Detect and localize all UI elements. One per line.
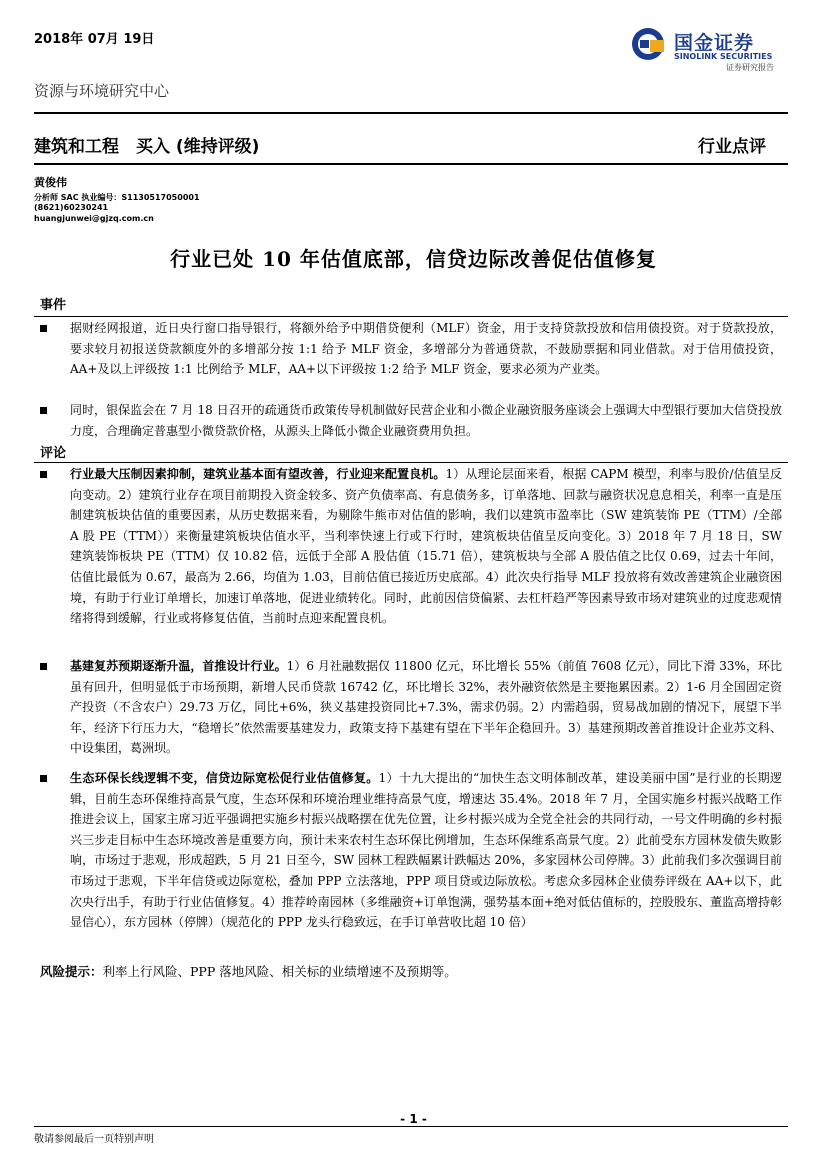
comment-body: 1）6 月社融数据仅 11800 亿元，环比增长 55%（前值 7608 亿元），同比下滑 33%，环比虽有回升，但明显低于市场预期，新增人民币贷款 16742 亿，环比增长 32%，表外融资依然是主要拖累因素。2）1-6 月全国固定资产投资（不含农户）29.73 万亿，同比+6%，狭义基建投资同比+7.3%，需求仍弱。2）内需趋弱，贸易战加剧的情况下，展望下半年，经济下行压力大，“稳增长”依然需要基建发力，政策支持下基建有望在下半年企稳回升。3）基建预期改善首推设计企业苏文科、中设集团，葛洲坝。: [70, 659, 783, 756]
analyst-phone: (8621)60230241: [34, 203, 109, 212]
sector-rating: 建筑和工程 买入 (维持评级): [34, 137, 260, 157]
event-paragraph: 据财经网报道，近日央行窗口指导银行，将额外给予中期借贷便利（MLF）资金，用于支持贷款投放和信用债投资。对于贷款投放，要求较月初报送贷款额度外的多增部分按 1:1 给予 MLF 资金，多增部分为普通贷款，不鼓励票据和同业借款。对于信用债投资，AA+及以上评级按 1:1 比例给予 MLF，AA+以下评级按 1:2 给予 MLF 资金，要求必须为产业类。: [70, 321, 782, 377]
report-date: 2018年 07月 19日: [34, 32, 155, 47]
footer-disclaimer: 敬请参阅最后一页特别声明: [34, 1134, 154, 1145]
title-divider: [34, 163, 788, 165]
bullet-icon: [40, 407, 47, 414]
logo-name-en: SINOLINK SECURITIES: [674, 52, 773, 61]
bullet-icon: [40, 471, 47, 478]
analyst-sac: 分析师 SAC 执业编号：S1130517050001: [34, 193, 200, 202]
risk-label: 风险提示：: [40, 964, 103, 979]
events-divider: [34, 316, 788, 317]
analyst-email[interactable]: huangjunwei@gjzq.com.cn: [34, 214, 154, 223]
event-paragraph: 同时，银保监会在 7 月 18 日召开的疏通货币政策传导机制做好民营企业和小微企业融资服务座谈会上强调大中型银行要加大信贷投放力度，合理确定普惠型小微贷款价格，从源头上降低小微企业融资费用负担。: [70, 403, 782, 438]
comment-paragraph: [70, 768, 782, 933]
comment-lead: 行业最大压制因素抑制，建筑业基本面有望改善，行业迎来配置良机。: [70, 467, 446, 481]
comments-divider: [34, 462, 788, 463]
bullet-icon: [40, 775, 47, 782]
research-center: 资源与环境研究中心: [34, 82, 170, 100]
comment-paragraph: [70, 656, 782, 759]
logo-name-cn: 国金证券: [674, 32, 755, 54]
report-category: 行业点评: [698, 137, 766, 157]
bullet-icon: [40, 663, 47, 670]
comment-body: 1）十九大提出的“加快生态文明体制改革，建设美丽中国”是行业的长期逻辑，目前生态环保维持高景气度，生态环保和环境治理业维持高景气度，增速达 35.4%。2018 年 7 月，全国实施乡村振兴战略工作推进会议上，国家主席习近平强调把实施乡村振兴战略摆在优先位置，让乡村振兴成为全党全社会的共同行动，一号文件明确的乡村振兴三步走目标中生态环境改善是重要方向，预计未来农村生态环保比例增加，生态环保维系高景气度。2）此前受东方园林发债失败影响，市场过于悲观，形成超跌，5 月 21 日至今，SW 园林工程跌幅累计跌幅达 20%，多家园林公司停牌。3）此前我们多次强调目前市场过于悲观，下半年信贷或边际宽松，叠加 PPP 立法落地，PPP 项目贷或边际放松。考虑众多园林企业债券评级在 AA+以下，此次央行出手，有助于行业估值修复。4）推荐岭南园林（多维融资+订单饱满，强势基本面+绝对低估值标的，控股股东、董监高增持彰显信心），东方园林（停牌）（规范化的 PPP 龙头行稳致远，在手订单营收比超 10 倍）: [70, 771, 782, 930]
risk-text: 利率上行风险、PPP 落地风险、相关标的业绩增速不及预期等。: [102, 964, 457, 979]
page-number: - 1 -: [400, 1112, 427, 1126]
report-headline: 行业已处 10 年估值底部，信贷边际改善促估值修复: [170, 247, 657, 271]
comment-lead: 基建复苏预期逐渐升温，首推设计行业。: [70, 659, 287, 673]
section-heading-events: 事件: [40, 298, 67, 313]
footer-divider: [34, 1126, 788, 1127]
risk-warning: [40, 962, 457, 980]
comment-body: 1）从理论层面来看，根据 CAPM 模型，利率与股价/估值呈反向变动。2）建筑行业存在项目前期投入资金较多、资产负债率高、有息债务多，订单落地、回款与融资状况息息相关，利率一直是压制建筑板块估值的重要因素，从历史数据来看，为剔除牛熊市对估值的影响，我们以建筑市盈率比（SW 建筑装饰 PE（TTM）/全部 A 股 PE（TTM））来衡量建筑板块估值水平，当利率快速上行或下行时，建筑板块估值呈反向变化。3）2018 年 7 月 18 日，SW 建筑装饰板块 PE（TTM）仅 10.82 倍，远低于全部 A 股估值（15.71 倍），建筑板块与全部 A 股估值之比仅 0.69，过去十年间，估值比最低为 0.67，最高为 2.66，均值为 1.03，目前估值已接近历史底部。4）此次央行指导 MLF 投放将有效改善建筑企业融资困境，有助于行业订单增长，加速订单落地，促进业绩转化。同时，此前因信贷偏紧、去杠杆趋严等因素导致市场对建筑业的过度悲观情绪将得到缓解，行业或将修复估值，当前时点迎来配置良机。: [70, 467, 782, 626]
sinolink-logo-icon: [630, 26, 666, 62]
section-heading-comments: 评论: [40, 446, 67, 461]
comment-lead: 生态环保长线逻辑不变，信贷边际宽松促行业估值修复。: [70, 771, 379, 785]
header-divider: [34, 112, 788, 114]
analyst-name: 黄俊伟: [34, 176, 67, 189]
comment-paragraph: [70, 464, 782, 629]
report-type-label: 证券研究报告: [726, 63, 774, 72]
bullet-icon: [40, 325, 47, 332]
